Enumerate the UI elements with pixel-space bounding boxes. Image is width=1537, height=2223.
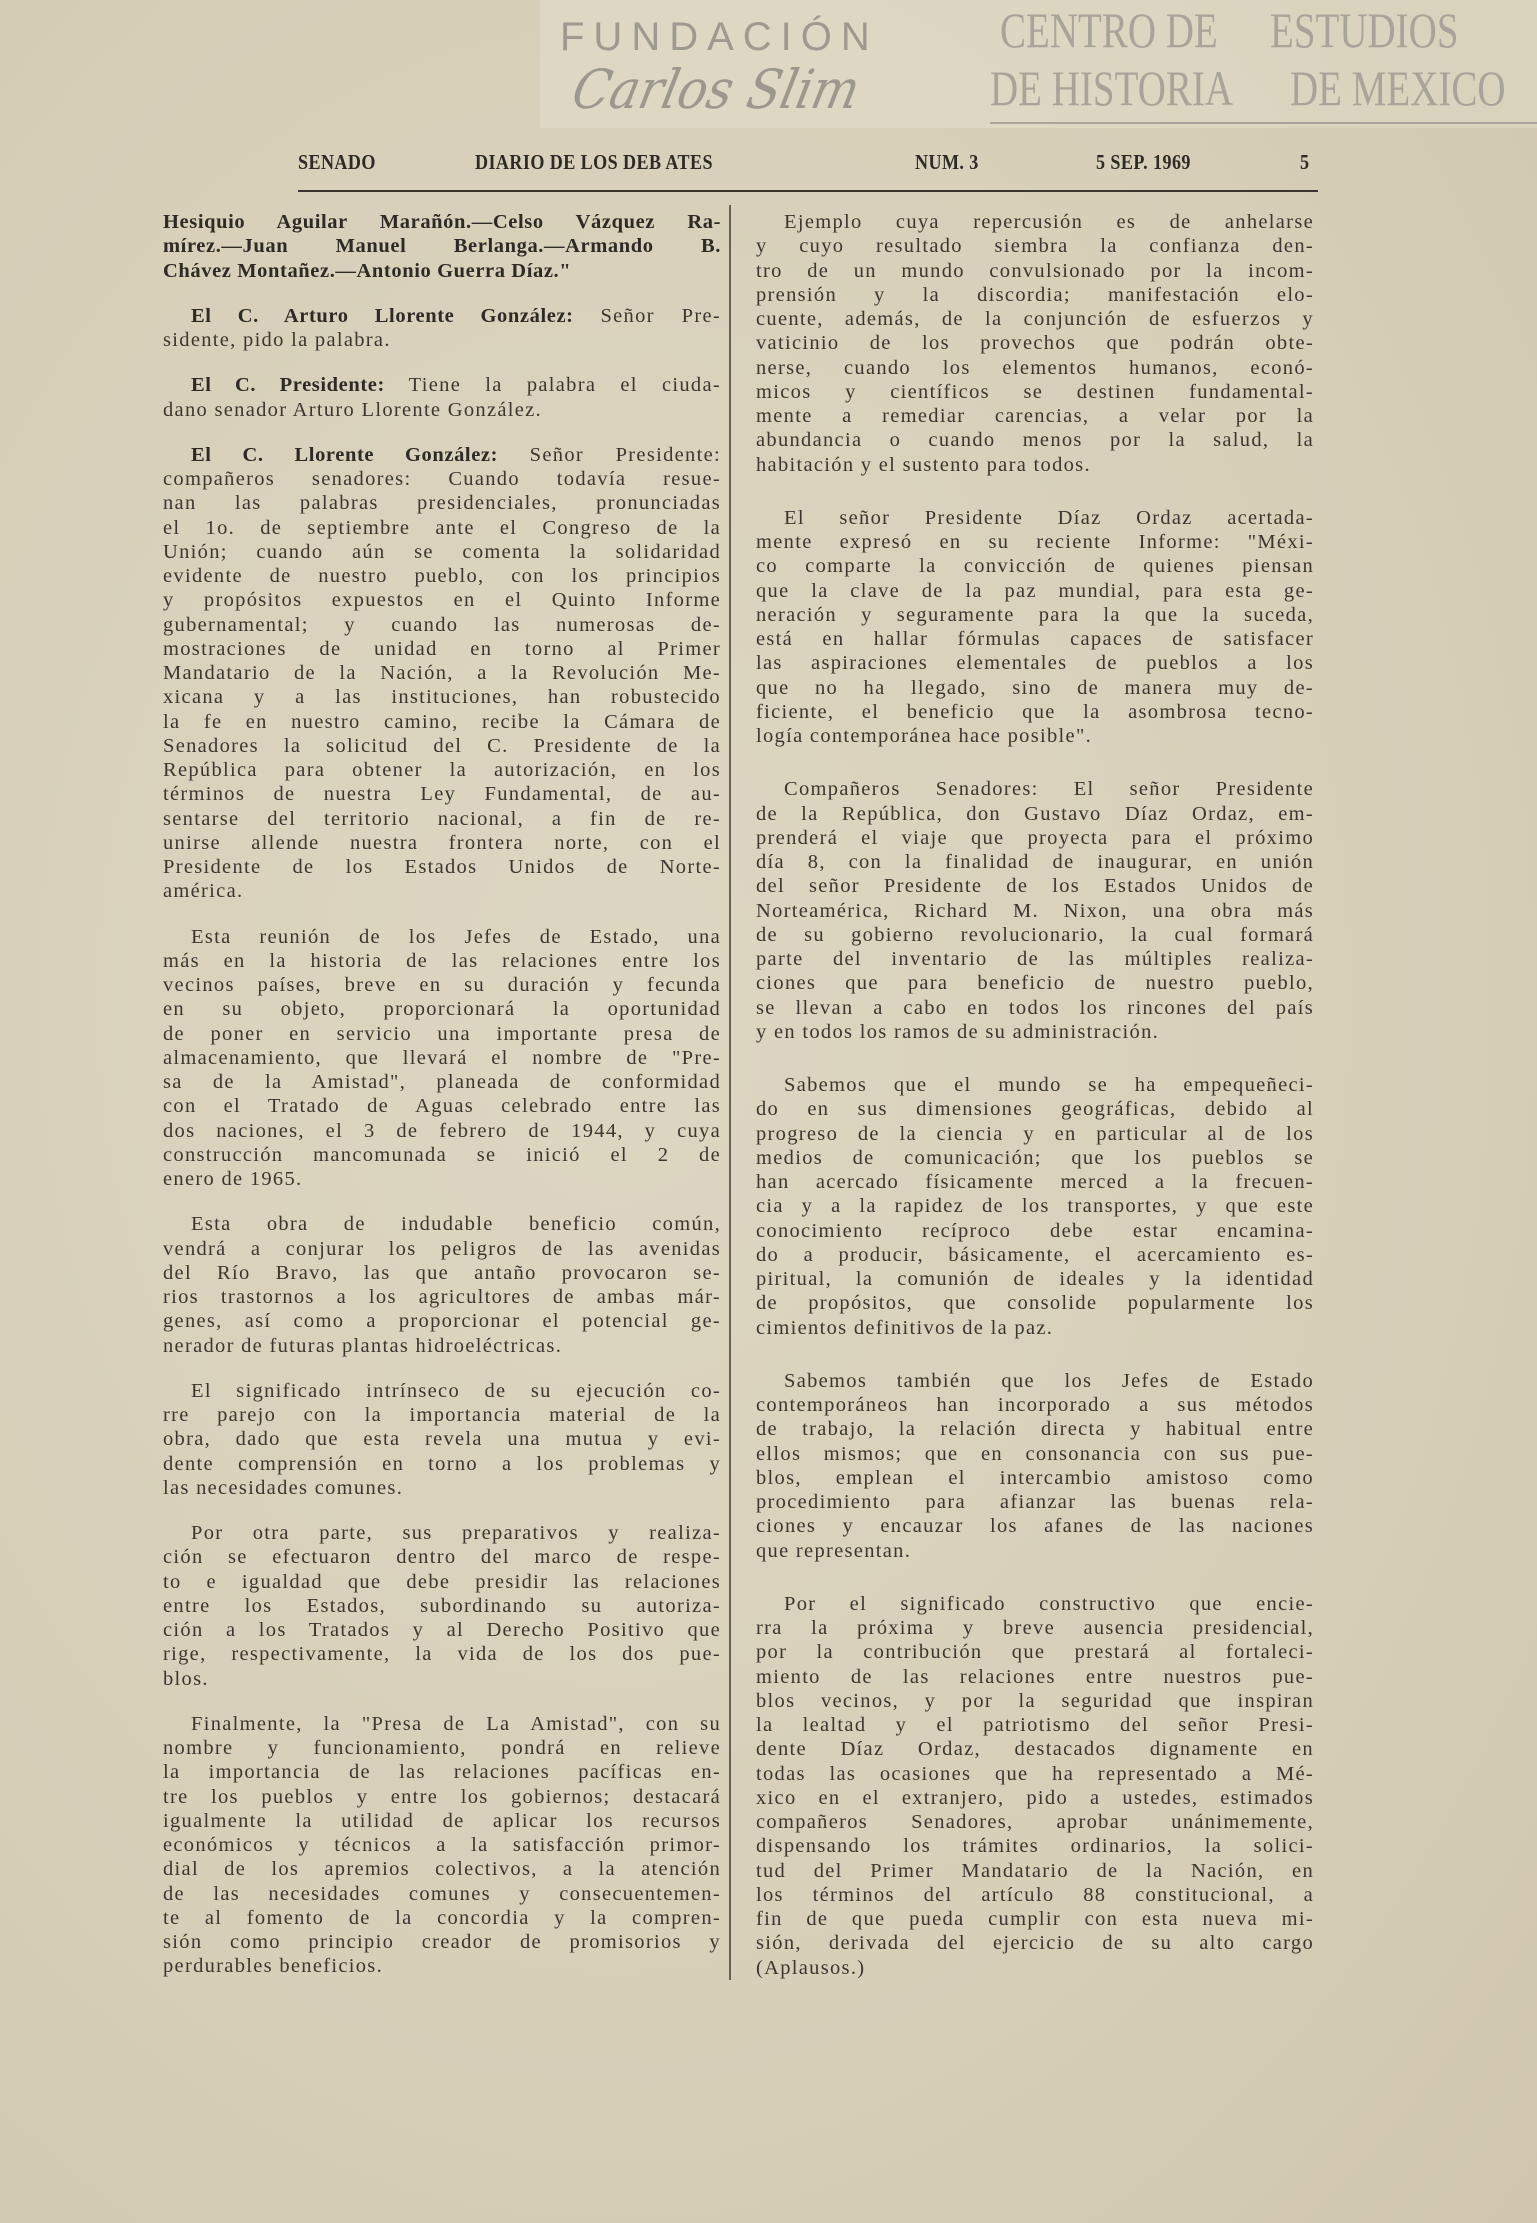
text-line: que representan. [756, 1539, 912, 1562]
body-paragraph [163, 1521, 721, 1691]
text-line: Sabemos también que los Jefes de Estado [784, 1369, 1314, 1392]
text-line: conocimiento recíproco debe estar encamina- [756, 1219, 1314, 1242]
text-line: mostraciones de unidad en torno al Primer [163, 637, 721, 660]
text-line: la importancia de las relaciones pacíficas en- [163, 1761, 721, 1784]
watermark-line: ESTUDIOS [1270, 2, 1459, 58]
text-line: enero de 1965. [163, 1168, 303, 1190]
text-line: rios trastornos a los agricultores de ambas már- [163, 1286, 721, 1308]
body-paragraph [756, 506, 1314, 749]
text-line: te al fomento de la concordia y la compren- [163, 1906, 721, 1929]
text-line: se llevan a cabo en todos los rincones del país [756, 996, 1314, 1019]
text-line: (Aplausos.) [756, 1956, 866, 1979]
text-line [163, 304, 721, 328]
text-line: vaticinio de los provechos que podrán obte- [756, 332, 1314, 355]
text-line: Unión; cuando aún se comenta la solidaridad [163, 540, 721, 563]
text-line: Senadores la solicitud del C. Presidente de la [163, 734, 721, 757]
text-line: Por el significado constructivo que encie- [784, 1592, 1314, 1615]
text-line [163, 443, 721, 467]
text-line: rre parejo con la importancia material de la [163, 1404, 721, 1426]
text-line: dispensando los trámites ordinarios, la solici- [756, 1835, 1314, 1858]
text-line: ción a los Tratados y al Derecho Positivo que [163, 1619, 721, 1641]
text-line: obra, dado que esta revela una mutua y evi- [163, 1428, 721, 1451]
text-line: términos de nuestra Ley Fundamental, de au- [163, 783, 721, 806]
text-line: sión como principio creador de promisorios y [163, 1931, 721, 1953]
text-line: neración y seguramente para la que la suceda, [756, 603, 1314, 626]
speech-paragraph [163, 373, 721, 422]
speaker-name: El C. Arturo Llorente González: [191, 304, 574, 327]
left-column [163, 210, 721, 1979]
text-line: han acercado físicamente merced a la frecuen- [756, 1171, 1314, 1193]
text-line: habitación y el sustento para todos. [756, 453, 1091, 476]
text-line: tud del Primer Mandatario de la Nación, en [756, 1859, 1314, 1882]
signatories-paragraph [163, 210, 721, 283]
text-line: y propósitos expuestos en el Quinto Informe [163, 589, 721, 612]
text-line: ciones y encauzar los afanes de las naciones [756, 1515, 1314, 1538]
text-line: Sabemos que el mundo se ha empequeñeci- [784, 1074, 1314, 1096]
text-line: nombre y funcionamiento, pondrá en relieve [163, 1737, 721, 1759]
text-line: procedimiento para afianzar las buenas rela- [756, 1491, 1314, 1513]
text-line: do a producir, básicamente, el acercamiento es- [756, 1243, 1314, 1266]
watermark-signature: Carlos Slim [567, 58, 866, 121]
header-publication: DIARIO DE LOS DEB ATES [475, 150, 713, 174]
text-line: to e igualdad que debe presidir las relaciones [163, 1570, 721, 1593]
text-line: mírez.—Juan Manuel Berlanga.—Armando B. [163, 235, 721, 258]
watermark-line: CENTRO DE [1000, 2, 1218, 58]
speech-text: Señor Pre- [573, 304, 721, 327]
text-line: El señor Presidente Díaz Ordaz acertada- [784, 506, 1314, 529]
text-line: Ejemplo cuya repercusión es de anhelarse [784, 211, 1314, 233]
text-line: mente a remediar carencias, a velar por la [756, 405, 1314, 427]
body-paragraph [163, 925, 721, 1192]
text-line [163, 373, 721, 397]
body-paragraph [756, 210, 1314, 477]
watermark-foundation: FUNDACIÓN [560, 15, 879, 59]
text-line: blos. [163, 1667, 209, 1690]
text-line: progreso de la ciencia y en particular al de los [756, 1122, 1314, 1145]
text-line: Por otra parte, sus preparativos y realiza- [191, 1522, 721, 1544]
header-section: SENADO [298, 150, 376, 174]
text-line: tre los pueblos y entre los gobiernos; destacará [163, 1785, 721, 1808]
text-line: parte del inventario de las múltiples realiza- [756, 948, 1314, 970]
text-line: logía contemporánea hace posible". [756, 725, 1093, 747]
speech-paragraph [163, 304, 721, 353]
text-line: está en hallar fórmulas capaces de satisfacer [756, 628, 1314, 650]
text-line: ellos mismos; que en consonancia con sus pue- [756, 1442, 1314, 1465]
text-line: nerse, cuando los elementos humanos, econó- [756, 356, 1314, 379]
text-line: de las necesidades comunes y consecuentemen- [163, 1882, 721, 1905]
body-paragraph [756, 1369, 1314, 1563]
text-line: nerador de futuras plantas hidroeléctricas. [163, 1334, 563, 1357]
text-line: piritual, la comunión de ideales y la identidad [756, 1268, 1314, 1290]
text-line: Esta obra de indudable beneficio común, [191, 1213, 721, 1236]
text-line: medios de comunicación; que los pueblos se [756, 1146, 1314, 1169]
text-line: evidente de nuestro pueblo, con los principios [163, 565, 721, 587]
text-line: blos vecinos, y por la seguridad que inspiran [756, 1689, 1314, 1712]
body-paragraph [756, 1592, 1314, 1980]
speaker-name: El C. Presidente: [191, 374, 385, 397]
text-line: rige, respectivamente, la vida de los dos pue- [163, 1643, 721, 1666]
text-line: con el Tratado de Aguas celebrado entre las [163, 1095, 721, 1118]
text-line: xico en el extranjero, pido a ustedes, estimados [756, 1786, 1314, 1809]
column-divider [729, 205, 731, 1980]
text-line: más en la historia de las relaciones entre los [163, 949, 721, 972]
text-line: del señor Presidente de los Estados Unidos de [756, 875, 1314, 898]
text-line: sentarse del territorio nacional, a fin de re- [163, 807, 721, 830]
text-line: almacenamiento, que llevará el nombre de "Pre- [163, 1046, 721, 1069]
text-line: tro de un mundo convulsionado por la incom- [756, 259, 1314, 282]
text-line: perdurables beneficios. [163, 1955, 384, 1978]
text-line: co comparte la convicción de quienes piensan [756, 555, 1314, 578]
text-line: dial de los apremios colectivos, a la atención [163, 1858, 721, 1881]
text-line: de poner en servicio una importante presa de [163, 1022, 721, 1045]
text-line: américa. [163, 880, 244, 903]
watermark-divider [990, 122, 1537, 124]
text-line: cimientos definitivos de la paz. [756, 1316, 1054, 1339]
text-line: compañeros Senadores, aprobar unánimemente, [756, 1811, 1314, 1833]
text-line: prenderá el viaje que proyecta para el próximo [756, 826, 1314, 849]
text-line: Esta reunión de los Jefes de Estado, una [191, 925, 721, 948]
text-line: compañeros senadores: Cuando todavía resue- [163, 468, 721, 490]
text-line: prensión y la discordia; manifestación elo- [756, 283, 1314, 306]
text-line: sa de la Amistad", planeada de conformidad [163, 1071, 721, 1093]
text-line: gubernamental; y cuando las numerosas de- [163, 613, 721, 636]
text-line: Norteamérica, Richard M. Nixon, una obra más [756, 899, 1314, 922]
text-line: Chávez Montañez.—Antonio Guerra Díaz." [163, 259, 572, 282]
text-line: dano senador Arturo Llorente González. [163, 398, 542, 421]
text-line: cuente, además, de la conjunción de esfuerzos y [756, 308, 1314, 330]
text-line: genes, así como a proporcionar el potencial ge- [163, 1310, 721, 1333]
body-paragraph [756, 1073, 1314, 1340]
text-line: República para obtener la autorización, en los [163, 759, 721, 781]
text-line: que la clave de la paz mundial, para esta ge- [756, 579, 1314, 602]
text-line: unirse allende nuestra frontera norte, con el [163, 831, 721, 854]
text-line: que no ha llegado, sino de manera muy de- [756, 676, 1314, 699]
watermark-line: DE MEXICO [1290, 60, 1506, 116]
body-paragraph [163, 1712, 721, 1979]
header-date: 5 SEP. 1969 [1096, 150, 1191, 174]
speech-text: Tiene la palabra el ciuda- [384, 374, 721, 397]
text-line: Presidente de los Estados Unidos de Norte- [163, 856, 721, 878]
text-line: xicana y a las instituciones, han robustecido [163, 686, 721, 709]
text-line: cia y a la rapidez de los transportes, y que este [756, 1195, 1314, 1218]
text-line: los términos del artículo 88 constitucional, a [756, 1883, 1314, 1906]
text-line: abundancia o cuando menos por la salud, la [756, 429, 1314, 452]
text-line: del Río Bravo, las que antaño provocaron se- [163, 1261, 721, 1284]
text-line: ciones que para beneficio de nuestro pueblo, [756, 972, 1314, 995]
text-line: las necesidades comunes. [163, 1476, 404, 1499]
text-line: nan las palabras presidenciales, pronunciadas [163, 492, 721, 515]
text-line: micos y científicos se destinen fundamental- [756, 380, 1314, 403]
text-line: rra la próxima y breve ausencia presidencial, [756, 1617, 1314, 1639]
text-line: de su gobierno revolucionario, la cual formará [756, 923, 1314, 946]
text-line: Compañeros Senadores: El señor Presidente [784, 778, 1314, 801]
text-line: y en todos los ramos de su administración. [756, 1020, 1160, 1043]
text-line: vendrá a conjurar los peligros de las avenidas [163, 1237, 721, 1260]
text-line: sión, derivada del ejercicio de su alto cargo [756, 1932, 1314, 1955]
text-line: entre los Estados, subordinando su autoriza- [163, 1594, 721, 1617]
text-line: sidente, pido la palabra. [163, 329, 391, 351]
text-line: económicos y técnicos a la satisfacción primor- [163, 1834, 721, 1856]
text-line: de la República, don Gustavo Díaz Ordaz, em- [756, 802, 1314, 825]
watermark-line: DE HISTORIA [990, 60, 1234, 116]
text-line: ción se efectuaron dentro del marco de respe- [163, 1546, 721, 1569]
text-line: Mandatario de la Nación, a la Revolución Me- [163, 662, 721, 684]
header-number: NUM. 3 [915, 150, 979, 174]
text-line: Finalmente, la "Presa de La Amistad", con su [191, 1712, 721, 1735]
text-line: por la contribución que prestará al fortaleci- [756, 1641, 1314, 1664]
speech-text: Señor Presidente: [498, 443, 721, 466]
text-line: ficiente, el beneficio que la asombrosa tecno- [756, 700, 1314, 723]
speech-paragraph [163, 443, 721, 904]
text-line: fin de que pueda cumplir con esta nueva mi- [756, 1908, 1314, 1930]
right-column [756, 210, 1314, 1980]
text-line: vecinos países, breve en su duración y fecunda [163, 974, 721, 996]
header-rule [298, 190, 1318, 192]
text-line: Hesiquio Aguilar Marañón.—Celso Vázquez Ra- [163, 211, 721, 233]
body-paragraph [163, 1212, 721, 1358]
text-line: contemporáneos han incorporado a sus métodos [756, 1394, 1314, 1416]
body-paragraph [756, 777, 1314, 1044]
text-line: igualmente la utilidad de aplicar los recursos [163, 1809, 721, 1832]
text-line: mente expresó en su reciente Informe: "Méxi- [756, 531, 1314, 553]
header-page-number: 5 [1300, 150, 1310, 174]
text-line: dos naciones, el 3 de febrero de 1944, y cuya [163, 1119, 721, 1142]
text-line: construcción mancomunada se inició el 2 de [163, 1143, 721, 1166]
text-line: de trabajo, la relación directa y habitual entre [756, 1418, 1314, 1441]
text-line: blos, emplean el intercambio amistoso como [756, 1466, 1314, 1489]
text-line: miento de las relaciones entre nuestros pue- [756, 1665, 1314, 1688]
speaker-name: El C. Llorente González: [191, 443, 499, 466]
text-line: dente comprensión en torno a los problemas y [163, 1452, 721, 1475]
text-line: y cuyo resultado siembra la confianza den- [756, 235, 1314, 258]
text-line: de propósitos, que consolide popularmente los [756, 1292, 1314, 1315]
body-paragraph [163, 1379, 721, 1500]
text-line: dente Díaz Ordaz, destacados dignamente en [756, 1738, 1314, 1761]
text-line: El significado intrínseco de su ejecución co- [191, 1379, 721, 1402]
text-line: el 1o. de septiembre ante el Congreso de la [163, 516, 721, 539]
text-line: en su objeto, proporcionará la oportunidad [163, 998, 721, 1021]
text-line: la lealtad y el patriotismo del señor Presi- [756, 1714, 1314, 1736]
text-line: todas las ocasiones que ha representado a Mé- [756, 1762, 1314, 1785]
text-line: las aspiraciones elementales de pueblos a los [756, 652, 1314, 675]
text-line: la fe en nuestro camino, recibe la Cámara de [163, 710, 721, 733]
text-line: día 8, con la finalidad de inaugurar, en unión [756, 851, 1314, 873]
text-line: do en sus dimensiones geográficas, debido al [756, 1098, 1314, 1121]
